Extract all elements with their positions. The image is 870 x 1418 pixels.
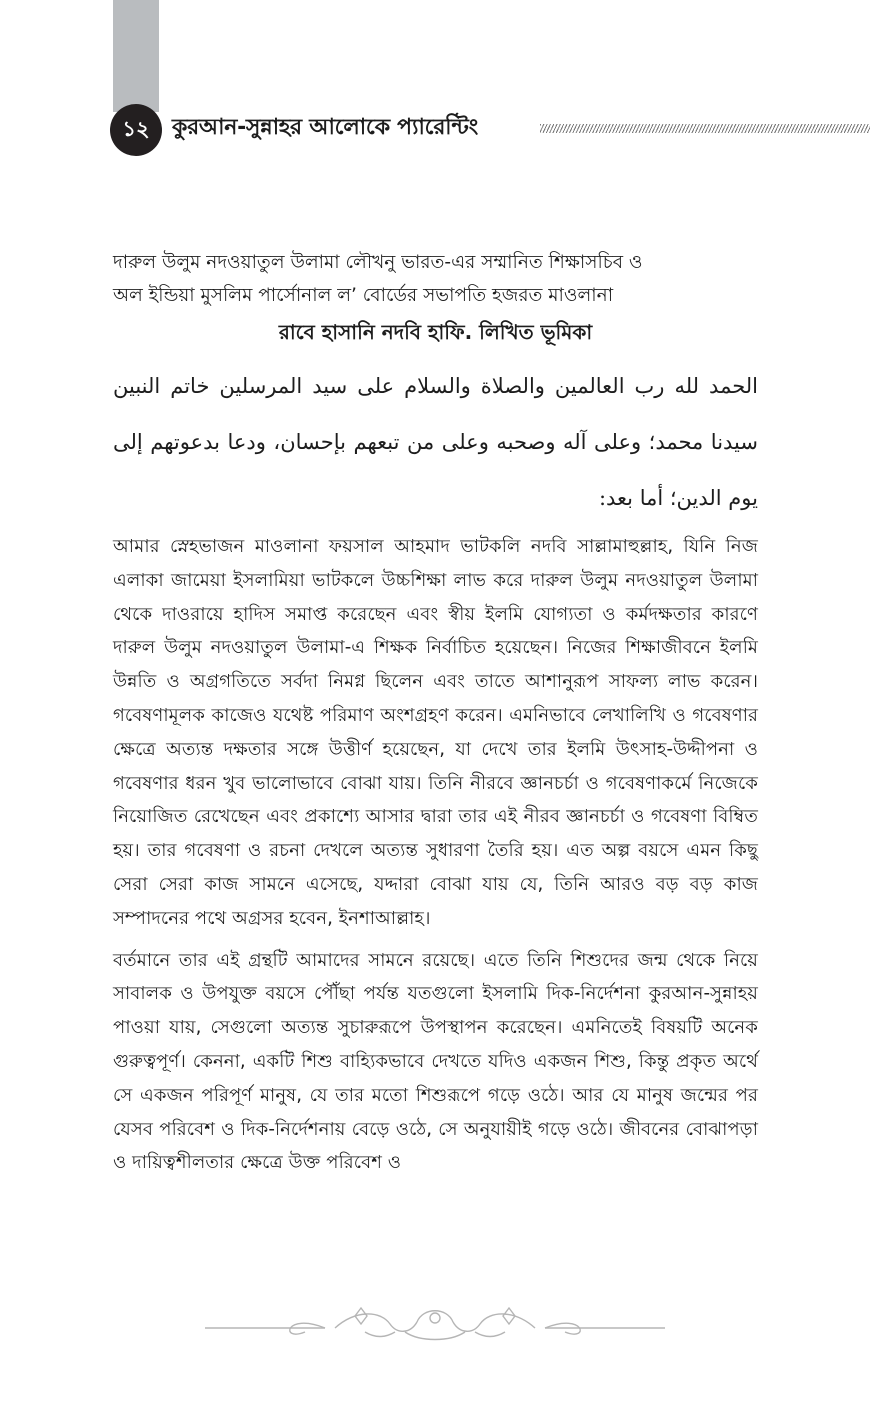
- header-hatch-rule: [540, 124, 870, 133]
- intro-line-2: অল ইন্ডিয়া মুসলিম পার্সোনাল ল’ বোর্ডের সভাপতি হজরত মাওলানা: [113, 285, 614, 306]
- body-paragraph-2: বর্তমানে তার এই গ্রন্থটি আমাদের সামনে রয়েছে। এতে তিনি শিশুদের জন্ম থেকে নিয়ে সাবালক ও উপযুক্ত বয়সে পৌঁছা পর্যন্ত যতগুলো ইসলামি দিক-নির্দেশনা কুরআন-সুন্নাহয় পাওয়া যায়, সেগুলো অত্যন্ত সুচারুরূপে উপস্থাপন করেছেন। এমনিতেই বিষয়টি অনেক গুরুত্বপূর্ণ। কেননা, একটি শিশু বাহ্যিকভাবে দেখতে যদিও একজন শিশু, কিন্তু প্রকৃত অর্থে সে একজন পরিপূর্ণ মানুষ, যে তার মতো শিশুরূপে গড়ে ওঠে। আর যে মানুষ জন্মের পর যেসব পরিবেশ ও দিক-নির্দেশনায় বেড়ে ওঠে, সে অনুযায়ীই গড়ে ওঠে। জীবনের বোঝাপড়া ও দায়িত্বশীলতার ক্ষেত্রে উক্ত পরিবেশ ও: [113, 949, 758, 1174]
- chapter-tab-marker: [113, 0, 159, 112]
- body-paragraph-1: আমার স্নেহভাজন মাওলানা ফয়সাল আহমাদ ভাটকলি নদবি সাল্লামাহুল্লাহ, যিনি নিজ এলাকা জামেয়া ইসলামিয়া ভাটকলে উচ্চশিক্ষা লাভ করে দারুল উলুম নদওয়াতুল উলামা থেকে দাওরায়ে হাদিস সমাপ্ত করেছেন এবং স্বীয় ইলমি যোগ্যতা ও কর্মদক্ষতার কারণে দারুল উলুম নদওয়াতুল উলামা-এ শিক্ষক নির্বাচিত হয়েছেন। নিজের শিক্ষাজীবনে ইলমি উন্নতি ও অগ্রগতিতে সর্বদা নিমগ্ন ছিলেন এবং তাতে আশানুরূপ সাফল্য লাভ করেন। গবেষণামূলক কাজেও যথেষ্ট পরিমাণ অংশগ্রহণ করেন। এমনিভাবে লেখালিখি ও গবেষণার ক্ষেত্রে অত্যন্ত দক্ষতার সঙ্গে উত্তীর্ণ হয়েছেন, যা দেখে তার ইলমি উৎসাহ-উদ্দীপনা ও গবেষণার ধরন খুব ভালোভাবে বোঝা যায়। তিনি নীরবে জ্ঞানচর্চা ও গবেষণাকর্মে নিজেকে নিয়োজিত রেখেছেন এবং প্রকাশ্যে আসার দ্বারা তার এই নীরব জ্ঞানচর্চা ও গবেষণা বিম্বিত হয়। তার গবেষণা ও রচনা দেখলে অত্যন্ত সুধারণা তৈরি হয়। এত অল্প বয়সে এমন কিছু সেরা সেরা কাজ সামনে এসেছে, যদ্দারা বোঝা যায় যে, তিনি আরও বড় বড় কাজ সম্পাদনের পথে অগ্রসর হবেন, ইনশাআল্লাহ।: [113, 536, 758, 929]
- foreword-heading: রাবে হাসানি নদবি হাফি. লিখিত ভূমিকা: [278, 320, 593, 344]
- running-title: কুরআন-সুন্নাহর আলোকে প্যারেন্টিং: [172, 115, 478, 140]
- foreword-intro: [113, 246, 758, 348]
- page-content: [113, 246, 758, 1188]
- floral-ornament-divider: [205, 1302, 665, 1342]
- arabic-invocation: الحمد لله رب العالمين والصلاة والسلام على سيد المرسلين خاتم النبين سيدنا محمد؛ وعلى آله وصحبه وعلى من تبعهم بإحسان، ودعا بدعوتهم إلى يوم الدين؛ أما بعد:: [113, 374, 758, 510]
- page-number-badge: ১২: [110, 104, 162, 156]
- intro-line-1: দারুল উলুম নদওয়াতুল উলামা লৌখনু ভারত-এর সম্মানিত শিক্ষাসচিব ও: [113, 252, 643, 273]
